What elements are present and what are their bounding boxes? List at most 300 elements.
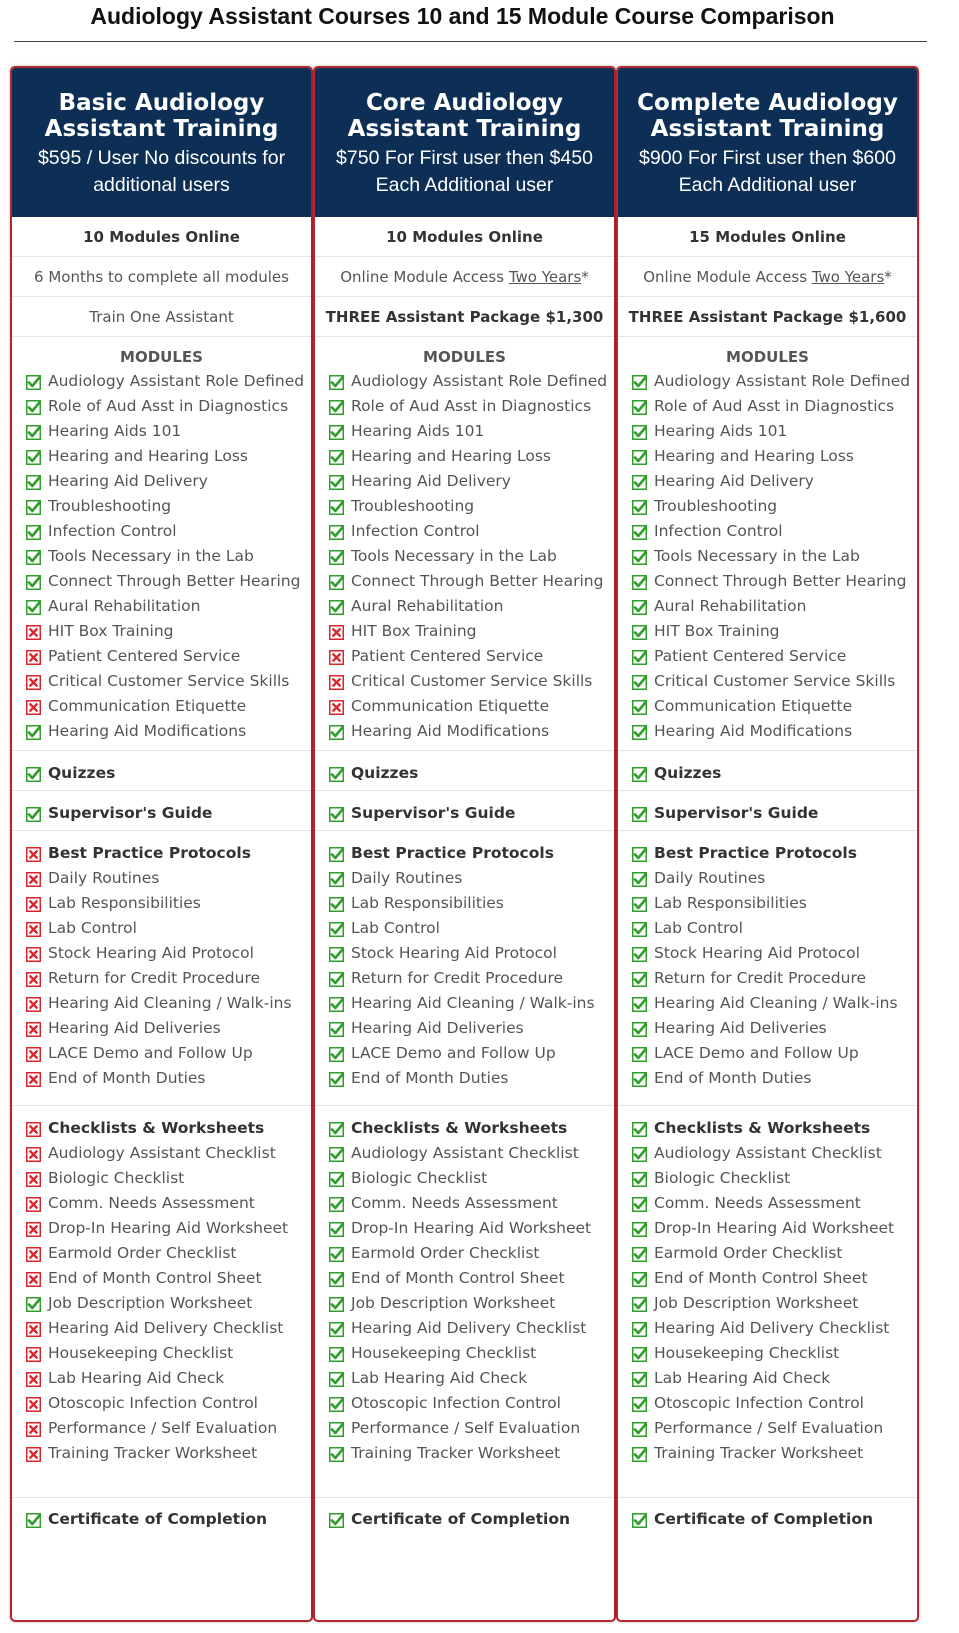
feature-item xyxy=(12,1266,311,1291)
feature-item xyxy=(618,619,917,644)
feature-item xyxy=(618,1507,917,1532)
course-card xyxy=(313,66,616,1622)
feature-item xyxy=(12,1441,311,1466)
access-text: Online Module Access xyxy=(340,268,509,286)
course-card xyxy=(616,66,919,1622)
feature-item xyxy=(12,916,311,941)
feature-item xyxy=(12,694,311,719)
feature-label: Job Description Worksheet xyxy=(654,1294,859,1312)
check-icon xyxy=(632,1147,647,1162)
feature-item xyxy=(618,1191,917,1216)
checklists-section xyxy=(12,1106,311,1498)
feature-item xyxy=(315,494,614,519)
feature-item xyxy=(315,594,614,619)
course-price: $750 For First user then $450 Each Additional user xyxy=(336,147,593,196)
check-icon xyxy=(632,1397,647,1412)
feature-item xyxy=(618,419,917,444)
check-icon xyxy=(632,525,647,540)
check-icon xyxy=(329,450,344,465)
cross-icon xyxy=(26,1372,41,1387)
check-icon xyxy=(632,947,647,962)
check-icon xyxy=(632,450,647,465)
feature-label: Stock Hearing Aid Protocol xyxy=(351,944,557,962)
modules-online: 10 Modules Online xyxy=(12,217,311,257)
feature-item xyxy=(315,916,614,941)
feature-label: Training Tracker Worksheet xyxy=(351,1444,561,1462)
feature-label: Supervisor's Guide xyxy=(48,804,213,822)
check-icon xyxy=(632,475,647,490)
course-title: Core Audiology Assistant Training xyxy=(347,90,582,142)
check-icon xyxy=(329,475,344,490)
feature-item xyxy=(12,761,311,786)
check-icon xyxy=(329,997,344,1012)
feature-label: Audiology Assistant Checklist xyxy=(48,1144,276,1162)
feature-label: Biologic Checklist xyxy=(48,1169,185,1187)
check-icon xyxy=(26,600,41,615)
feature-item xyxy=(12,669,311,694)
check-icon xyxy=(26,475,41,490)
feature-label: Role of Aud Asst in Diagnostics xyxy=(351,397,592,415)
feature-label: Hearing Aid Cleaning / Walk-ins xyxy=(48,994,292,1012)
feature-item xyxy=(315,569,614,594)
feature-item xyxy=(618,544,917,569)
feature-label: Communication Etiquette xyxy=(48,697,247,715)
feature-label: Patient Centered Service xyxy=(48,647,241,665)
check-icon xyxy=(26,375,41,390)
check-icon xyxy=(632,700,647,715)
feature-item xyxy=(12,801,311,826)
feature-item xyxy=(618,1216,917,1241)
feature-item xyxy=(618,369,917,394)
check-icon xyxy=(329,1372,344,1387)
check-icon xyxy=(329,1072,344,1087)
feature-label: Otoscopic Infection Control xyxy=(351,1394,561,1412)
feature-label: Troubleshooting xyxy=(351,497,475,515)
feature-label: LACE Demo and Follow Up xyxy=(351,1044,556,1062)
feature-item xyxy=(12,519,311,544)
feature-item xyxy=(315,1166,614,1191)
feature-item xyxy=(618,966,917,991)
check-icon xyxy=(26,1513,41,1528)
check-icon xyxy=(329,1122,344,1137)
page-title: Audiology Assistant Courses 10 and 15 Module Course Comparison xyxy=(90,3,835,29)
check-icon xyxy=(329,1397,344,1412)
feature-item xyxy=(12,1416,311,1441)
check-icon xyxy=(632,767,647,782)
feature-item xyxy=(12,1216,311,1241)
feature-item xyxy=(12,1116,311,1141)
feature-label: Hearing Aids 101 xyxy=(48,422,182,440)
feature-label: Hearing Aid Cleaning / Walk-ins xyxy=(351,994,595,1012)
access-note: * xyxy=(884,268,892,286)
feature-label: Best Practice Protocols xyxy=(351,844,554,862)
feature-label: Audiology Assistant Role Defined xyxy=(654,372,911,390)
cross-icon xyxy=(26,922,41,937)
cross-icon xyxy=(26,1222,41,1237)
feature-label: LACE Demo and Follow Up xyxy=(654,1044,859,1062)
feature-item xyxy=(12,941,311,966)
modules-online: 15 Modules Online xyxy=(618,217,917,257)
feature-label: Stock Hearing Aid Protocol xyxy=(654,944,860,962)
feature-label: Certificate of Completion xyxy=(654,1510,873,1528)
feature-label: HIT Box Training xyxy=(654,622,780,640)
feature-item xyxy=(315,694,614,719)
feature-item xyxy=(315,801,614,826)
feature-item xyxy=(618,594,917,619)
feature-label: Aural Rehabilitation xyxy=(351,597,504,615)
feature-item xyxy=(618,1116,917,1141)
feature-label: Return for Credit Procedure xyxy=(48,969,261,987)
cross-icon xyxy=(26,625,41,640)
feature-item xyxy=(618,1341,917,1366)
feature-item xyxy=(315,394,614,419)
feature-item xyxy=(618,1016,917,1041)
certificate-row xyxy=(12,1498,311,1563)
check-icon xyxy=(632,1172,647,1187)
feature-label: Checklists & Worksheets xyxy=(654,1119,871,1137)
feature-label: Troubleshooting xyxy=(48,497,172,515)
feature-label: Hearing Aid Delivery Checklist xyxy=(351,1319,587,1337)
feature-item xyxy=(12,1241,311,1266)
feature-label: Aural Rehabilitation xyxy=(654,597,807,615)
feature-label: Job Description Worksheet xyxy=(351,1294,556,1312)
feature-item xyxy=(12,719,311,744)
check-icon xyxy=(329,1047,344,1062)
feature-item xyxy=(315,369,614,394)
check-icon xyxy=(632,847,647,862)
check-icon xyxy=(329,1247,344,1262)
modules-heading: MODULES xyxy=(120,348,203,366)
feature-item xyxy=(12,444,311,469)
feature-label: Role of Aud Asst in Diagnostics xyxy=(48,397,289,415)
cross-icon xyxy=(329,675,344,690)
check-icon xyxy=(632,725,647,740)
feature-item xyxy=(618,519,917,544)
check-icon xyxy=(632,425,647,440)
feature-item xyxy=(618,801,917,826)
certificate-row xyxy=(315,1498,614,1563)
feature-item xyxy=(315,941,614,966)
feature-label: Troubleshooting xyxy=(654,497,778,515)
feature-item xyxy=(618,866,917,891)
feature-item xyxy=(12,966,311,991)
cross-icon xyxy=(26,1172,41,1187)
feature-label: Hearing and Hearing Loss xyxy=(351,447,552,465)
feature-item xyxy=(12,394,311,419)
feature-item xyxy=(618,1141,917,1166)
check-icon xyxy=(632,575,647,590)
check-icon xyxy=(26,1297,41,1312)
feature-item xyxy=(618,1391,917,1416)
check-icon xyxy=(329,600,344,615)
cross-icon xyxy=(26,1147,41,1162)
feature-label: Housekeeping Checklist xyxy=(351,1344,537,1362)
feature-item xyxy=(315,619,614,644)
access-duration xyxy=(315,257,614,297)
cross-icon xyxy=(26,1272,41,1287)
feature-item xyxy=(315,644,614,669)
feature-item xyxy=(618,1166,917,1191)
feature-label: End of Month Control Sheet xyxy=(48,1269,262,1287)
check-icon xyxy=(329,1172,344,1187)
feature-label: Hearing Aid Delivery xyxy=(654,472,814,490)
feature-item xyxy=(12,1141,311,1166)
cross-icon xyxy=(26,1247,41,1262)
check-icon xyxy=(329,525,344,540)
access-duration xyxy=(12,257,311,297)
check-icon xyxy=(632,1297,647,1312)
check-icon xyxy=(329,1197,344,1212)
feature-label: Supervisor's Guide xyxy=(654,804,819,822)
feature-label: Certificate of Completion xyxy=(48,1510,267,1528)
check-icon xyxy=(632,675,647,690)
best-practice-section xyxy=(315,831,614,1106)
supervisors-guide-row xyxy=(315,791,614,831)
feature-label: Patient Centered Service xyxy=(654,647,847,665)
check-icon xyxy=(632,1447,647,1462)
check-icon xyxy=(632,500,647,515)
check-icon xyxy=(632,1072,647,1087)
feature-label: Lab Hearing Aid Check xyxy=(351,1369,528,1387)
feature-label: Critical Customer Service Skills xyxy=(351,672,593,690)
check-icon xyxy=(26,525,41,540)
feature-label: Hearing Aid Delivery xyxy=(351,472,511,490)
check-icon xyxy=(632,897,647,912)
course-title: Complete Audiology Assistant Training xyxy=(637,90,898,142)
check-icon xyxy=(26,550,41,565)
feature-label: Tools Necessary in the Lab xyxy=(351,547,557,565)
feature-item xyxy=(315,1016,614,1041)
feature-label: Hearing and Hearing Loss xyxy=(654,447,855,465)
feature-label: Infection Control xyxy=(48,522,177,540)
feature-label: Lab Control xyxy=(654,919,743,937)
modules-section xyxy=(618,337,917,751)
feature-item xyxy=(315,1191,614,1216)
feature-item xyxy=(618,891,917,916)
supervisors-guide-row xyxy=(12,791,311,831)
check-icon xyxy=(632,1422,647,1437)
course-card xyxy=(10,66,313,1622)
check-icon xyxy=(329,947,344,962)
check-icon xyxy=(329,1297,344,1312)
feature-item xyxy=(12,644,311,669)
cross-icon xyxy=(329,700,344,715)
feature-item xyxy=(618,394,917,419)
feature-item xyxy=(618,1266,917,1291)
feature-label: Performance / Self Evaluation xyxy=(351,1419,581,1437)
modules-section xyxy=(315,337,614,751)
feature-label: Performance / Self Evaluation xyxy=(48,1419,278,1437)
feature-item xyxy=(12,569,311,594)
feature-label: Hearing Aid Modifications xyxy=(48,722,247,740)
supervisors-guide-row xyxy=(618,791,917,831)
feature-label: Hearing Aid Modifications xyxy=(654,722,853,740)
check-icon xyxy=(632,807,647,822)
feature-item xyxy=(315,444,614,469)
feature-label: Hearing Aids 101 xyxy=(351,422,485,440)
feature-item xyxy=(315,841,614,866)
card-header xyxy=(315,68,614,217)
feature-label: Job Description Worksheet xyxy=(48,1294,253,1312)
cross-icon xyxy=(26,1447,41,1462)
card-header xyxy=(618,68,917,217)
feature-item xyxy=(12,619,311,644)
feature-label: Quizzes xyxy=(351,764,419,782)
access-text: Online Module Access xyxy=(643,268,812,286)
feature-label: Hearing Aid Cleaning / Walk-ins xyxy=(654,994,898,1012)
feature-label: Tools Necessary in the Lab xyxy=(654,547,860,565)
feature-item xyxy=(618,1316,917,1341)
check-icon xyxy=(632,1122,647,1137)
check-icon xyxy=(26,425,41,440)
feature-label: Biologic Checklist xyxy=(351,1169,488,1187)
feature-label: Lab Responsibilities xyxy=(48,894,201,912)
feature-item xyxy=(12,1291,311,1316)
check-icon xyxy=(329,1147,344,1162)
feature-item xyxy=(12,991,311,1016)
feature-label: End of Month Duties xyxy=(48,1069,206,1087)
feature-label: HIT Box Training xyxy=(48,622,174,640)
check-icon xyxy=(632,1372,647,1387)
check-icon xyxy=(329,1022,344,1037)
feature-label: Drop-In Hearing Aid Worksheet xyxy=(48,1219,289,1237)
check-icon xyxy=(329,1322,344,1337)
feature-item xyxy=(618,1291,917,1316)
check-icon xyxy=(632,1247,647,1262)
feature-label: Quizzes xyxy=(654,764,722,782)
modules-heading: MODULES xyxy=(423,348,506,366)
feature-item xyxy=(315,1391,614,1416)
course-title: Basic Audiology Assistant Training xyxy=(44,90,279,142)
feature-label: Earmold Order Checklist xyxy=(654,1244,843,1262)
cross-icon xyxy=(26,872,41,887)
feature-item xyxy=(12,1016,311,1041)
feature-label: Connect Through Better Hearing xyxy=(654,572,907,590)
feature-label: Hearing Aid Modifications xyxy=(351,722,550,740)
feature-label: Role of Aud Asst in Diagnostics xyxy=(654,397,895,415)
feature-item xyxy=(315,966,614,991)
feature-label: Comm. Needs Assessment xyxy=(351,1194,558,1212)
feature-item xyxy=(618,991,917,1016)
feature-label: Return for Credit Procedure xyxy=(654,969,867,987)
feature-label: Housekeeping Checklist xyxy=(654,1344,840,1362)
cross-icon xyxy=(26,1322,41,1337)
best-practice-section xyxy=(12,831,311,1106)
best-practice-section xyxy=(618,831,917,1106)
check-icon xyxy=(632,972,647,987)
quizzes-row xyxy=(12,751,311,791)
feature-item xyxy=(12,841,311,866)
check-icon xyxy=(26,767,41,782)
feature-item xyxy=(315,1341,614,1366)
check-icon xyxy=(26,500,41,515)
feature-label: Supervisor's Guide xyxy=(351,804,516,822)
cross-icon xyxy=(26,1347,41,1362)
feature-item xyxy=(315,1041,614,1066)
access-text: 6 Months to complete all modules xyxy=(34,268,289,286)
feature-item xyxy=(618,719,917,744)
check-icon xyxy=(632,625,647,640)
feature-label: Training Tracker Worksheet xyxy=(654,1444,864,1462)
title-divider xyxy=(14,41,927,42)
cross-icon xyxy=(26,972,41,987)
access-link[interactable]: Two Years xyxy=(508,268,582,286)
feature-item xyxy=(315,1507,614,1532)
feature-item xyxy=(12,594,311,619)
feature-item xyxy=(12,1166,311,1191)
feature-item xyxy=(315,1416,614,1441)
check-icon xyxy=(329,1513,344,1528)
cross-icon xyxy=(26,897,41,912)
feature-item xyxy=(315,1066,614,1091)
feature-label: Hearing Aid Delivery xyxy=(48,472,208,490)
feature-item xyxy=(315,1291,614,1316)
cross-icon xyxy=(26,947,41,962)
package-info: THREE Assistant Package $1,600 xyxy=(618,297,917,337)
feature-label: HIT Box Training xyxy=(351,622,477,640)
feature-label: LACE Demo and Follow Up xyxy=(48,1044,253,1062)
feature-label: Earmold Order Checklist xyxy=(48,1244,237,1262)
access-link[interactable]: Two Years xyxy=(811,268,885,286)
modules-section xyxy=(12,337,311,751)
feature-item xyxy=(12,1041,311,1066)
feature-item xyxy=(315,469,614,494)
feature-item xyxy=(12,1341,311,1366)
feature-item xyxy=(618,444,917,469)
feature-label: Drop-In Hearing Aid Worksheet xyxy=(351,1219,592,1237)
check-icon xyxy=(632,400,647,415)
feature-label: Hearing Aid Deliveries xyxy=(351,1019,524,1037)
check-icon xyxy=(26,807,41,822)
feature-item xyxy=(618,1366,917,1391)
feature-item xyxy=(618,916,917,941)
check-icon xyxy=(329,767,344,782)
checklists-section xyxy=(315,1106,614,1498)
check-icon xyxy=(329,1447,344,1462)
feature-label: Otoscopic Infection Control xyxy=(48,1394,258,1412)
feature-label: Otoscopic Infection Control xyxy=(654,1394,864,1412)
feature-label: Audiology Assistant Role Defined xyxy=(48,372,305,390)
cross-icon xyxy=(26,997,41,1012)
feature-label: Hearing and Hearing Loss xyxy=(48,447,249,465)
feature-item xyxy=(315,1141,614,1166)
cross-icon xyxy=(26,700,41,715)
feature-label: Daily Routines xyxy=(48,869,160,887)
check-icon xyxy=(26,400,41,415)
feature-item xyxy=(315,519,614,544)
check-icon xyxy=(632,375,647,390)
feature-label: Return for Credit Procedure xyxy=(351,969,564,987)
check-icon xyxy=(329,847,344,862)
feature-label: Hearing Aid Deliveries xyxy=(654,1019,827,1037)
feature-label: Earmold Order Checklist xyxy=(351,1244,540,1262)
feature-label: Performance / Self Evaluation xyxy=(654,1419,884,1437)
check-icon xyxy=(329,425,344,440)
feature-label: Communication Etiquette xyxy=(654,697,853,715)
check-icon xyxy=(632,1197,647,1212)
check-icon xyxy=(632,1222,647,1237)
feature-label: Lab Control xyxy=(351,919,440,937)
feature-item xyxy=(12,1391,311,1416)
feature-item xyxy=(12,1191,311,1216)
check-icon xyxy=(329,575,344,590)
check-icon xyxy=(632,872,647,887)
feature-item xyxy=(12,866,311,891)
check-icon xyxy=(632,1272,647,1287)
cross-icon xyxy=(26,675,41,690)
feature-item xyxy=(618,569,917,594)
feature-item xyxy=(12,544,311,569)
